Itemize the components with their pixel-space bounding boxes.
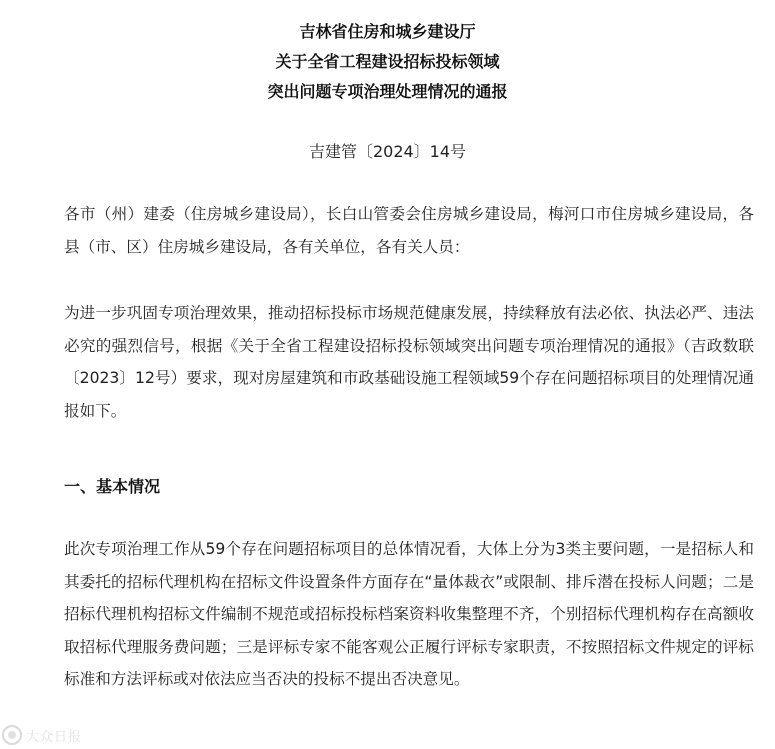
document-number: 吉建管〔2024〕14号 [308,142,467,161]
section-heading-basic-situation: 一、基本情况 [64,477,161,496]
addressee-paragraph: 各市（州）建委（住房城乡建设局），长白山管委会住房城乡建设局，梅河口市住房城乡建设局，各县（市、区）住房城乡建设局，各有关单位，各有关人员： [64,205,754,256]
section1-paragraph: 此次专项治理工作从59个存在问题招标项目的总体情况看，大体上分为3类主要问题，一是招标人和其委托的招标代理机构在招标文件设置条件方面存在“量体裁衣”或限制、排斥潜在投标人问题；二是招标代理机构招标文件编制不规范或招标投标档案资料收集整理不齐，个别招标代理机构存在高额收取招标代理服务费问题；三是评标专家不能客观公正履行评标专家职责，不按照招标文件规定的评标标准和方法评标或对依法应当否决的投标不提出否决意见。 [64,540,754,688]
watermark-logo-icon [2,725,22,745]
watermark-text: 大众日报 [26,729,83,745]
title-line-3: 突出问题专项治理处理情况的通报 [267,82,508,101]
intro-paragraph: 为进一步巩固专项治理效果，推动招标投标市场规范健康发展，持续释放有法必依、执法必严、违法必究的强烈信号，根据《关于全省工程建设招标投标领域突出问题专项治理情况的通报》（吉政数联〔2023〕12号）要求，现对房屋建筑和市政基础设施工程领域59个存在问题招标项目的处理情况通报如下。 [64,304,754,420]
title-line-1: 吉林省住房和城乡建设厅 [299,22,476,41]
title-line-2: 关于全省工程建设招标投标领域 [275,52,500,71]
watermark [2,724,82,746]
